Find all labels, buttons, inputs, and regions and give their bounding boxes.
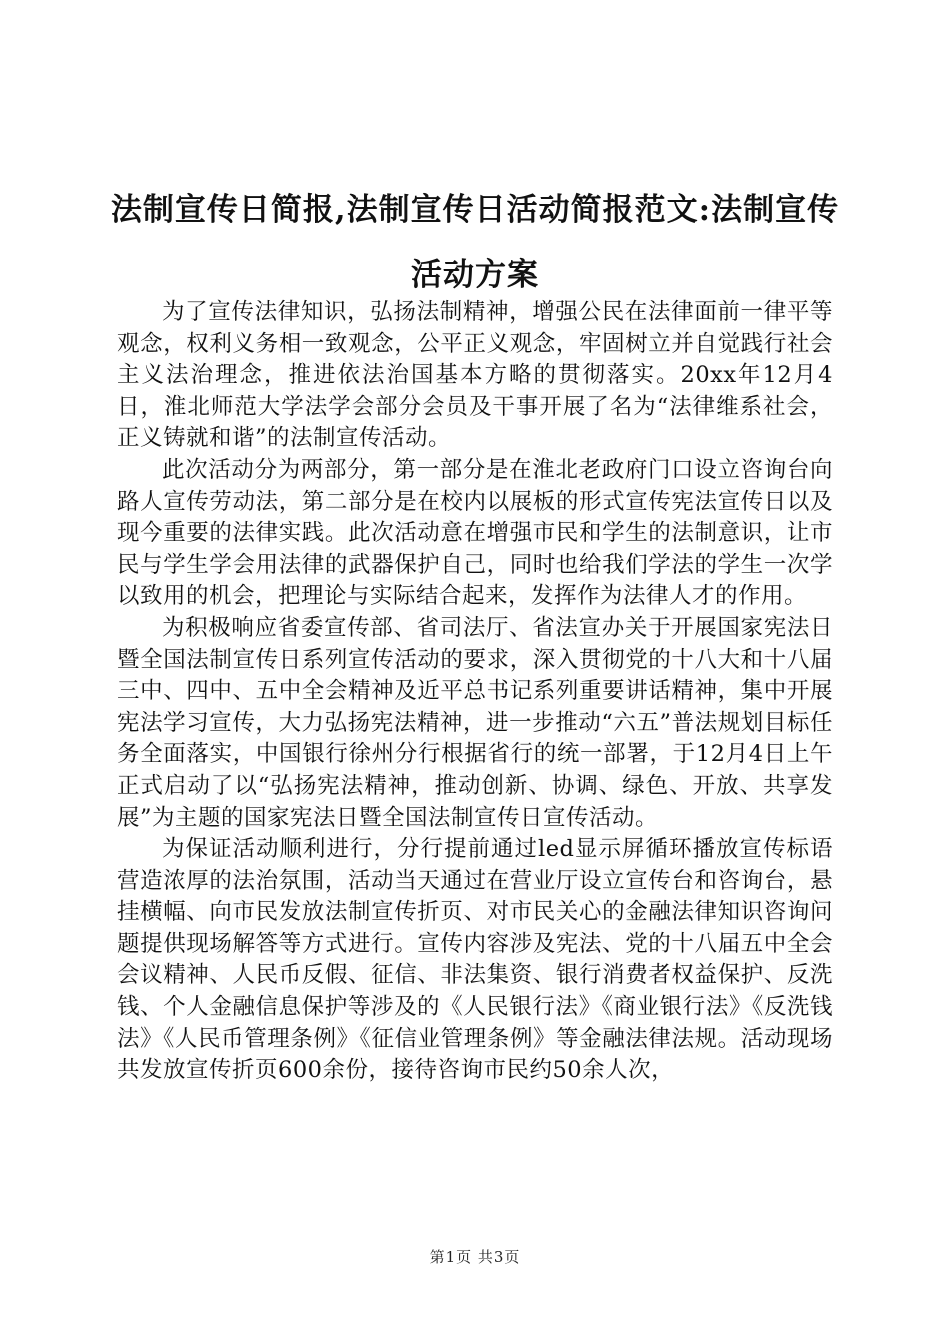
page-number-footer: 第1页 共3页: [429, 1248, 521, 1266]
paragraph-2: 此次活动分为两部分，第一部分是在淮北老政府门口设立咨询台向路人宣传劳动法，第二部分是在校内以展板的形式宣传宪法宣传日以及现今重要的法律实践。此次活动意在增强市民和学生的法制意识，让市民与学生学会用法律的武器保护自己，同时也给我们学法的学生一次学以致用的机会，把理论与实际结合起来，发挥作为法律人才的作用。: [117, 456, 833, 610]
paragraph-4: 为保证活动顺利进行，分行提前通过led显示屏循环播放宣传标语营造浓厚的法治氛围，活动当天通过在营业厅设立宣传台和咨询台，悬挂横幅、向市民发放法制宣传折页、对市民关心的金融法律知识咨询问题提供现场解答等方式进行。宣传内容涉及宪法、党的十八届五中全会会议精神、人民币反假、征信、非法集资、银行消费者权益保护、反洗钱、个人金融信息保护等涉及的《人民银行法》《商业银行法》《反洗钱法》《人民币管理条例》《征信业管理条例》等金融法律法规。活动现场共发放宣传折页600余份，接待咨询市民约50余人次，: [117, 836, 833, 1084]
document-body: [117, 297, 833, 1087]
paragraph-1: 为了宣传法律知识，弘扬法制精神，增强公民在法律面前一律平等观念，权利义务相一致观念，公平正义观念，牢固树立并自觉践行社会主义法治理念，推进依法治国基本方略的贯彻落实。20xx年12月4日，淮北师范大学法学会部分会员及干事开展了名为“法律维系社会，正义铸就和谐”的法制宣传活动。: [117, 299, 833, 452]
document-title: 法制宣传日简报,法制宣传日活动简报范文:法制宣传活动方案: [110, 192, 840, 293]
paragraph-3: 为积极响应省委宣传部、省司法厅、省法宣办关于开展国家宪法日暨全国法制宣传日系列宣传活动的要求，深入贯彻党的十八大和十八届三中、四中、五中全会精神及近平总书记系列重要讲话精神，集中开展宪法学习宣传，大力弘扬宪法精神，进一步推动“六五”普法规划目标任务全面落实，中国银行徐州分行根据省行的统一部署，于12月4日上午正式启动了以“弘扬宪法精神，推动创新、协调、绿色、开放、共享发展”为主题的国家宪法日暨全国法制宣传日宣传活动。: [117, 614, 833, 831]
